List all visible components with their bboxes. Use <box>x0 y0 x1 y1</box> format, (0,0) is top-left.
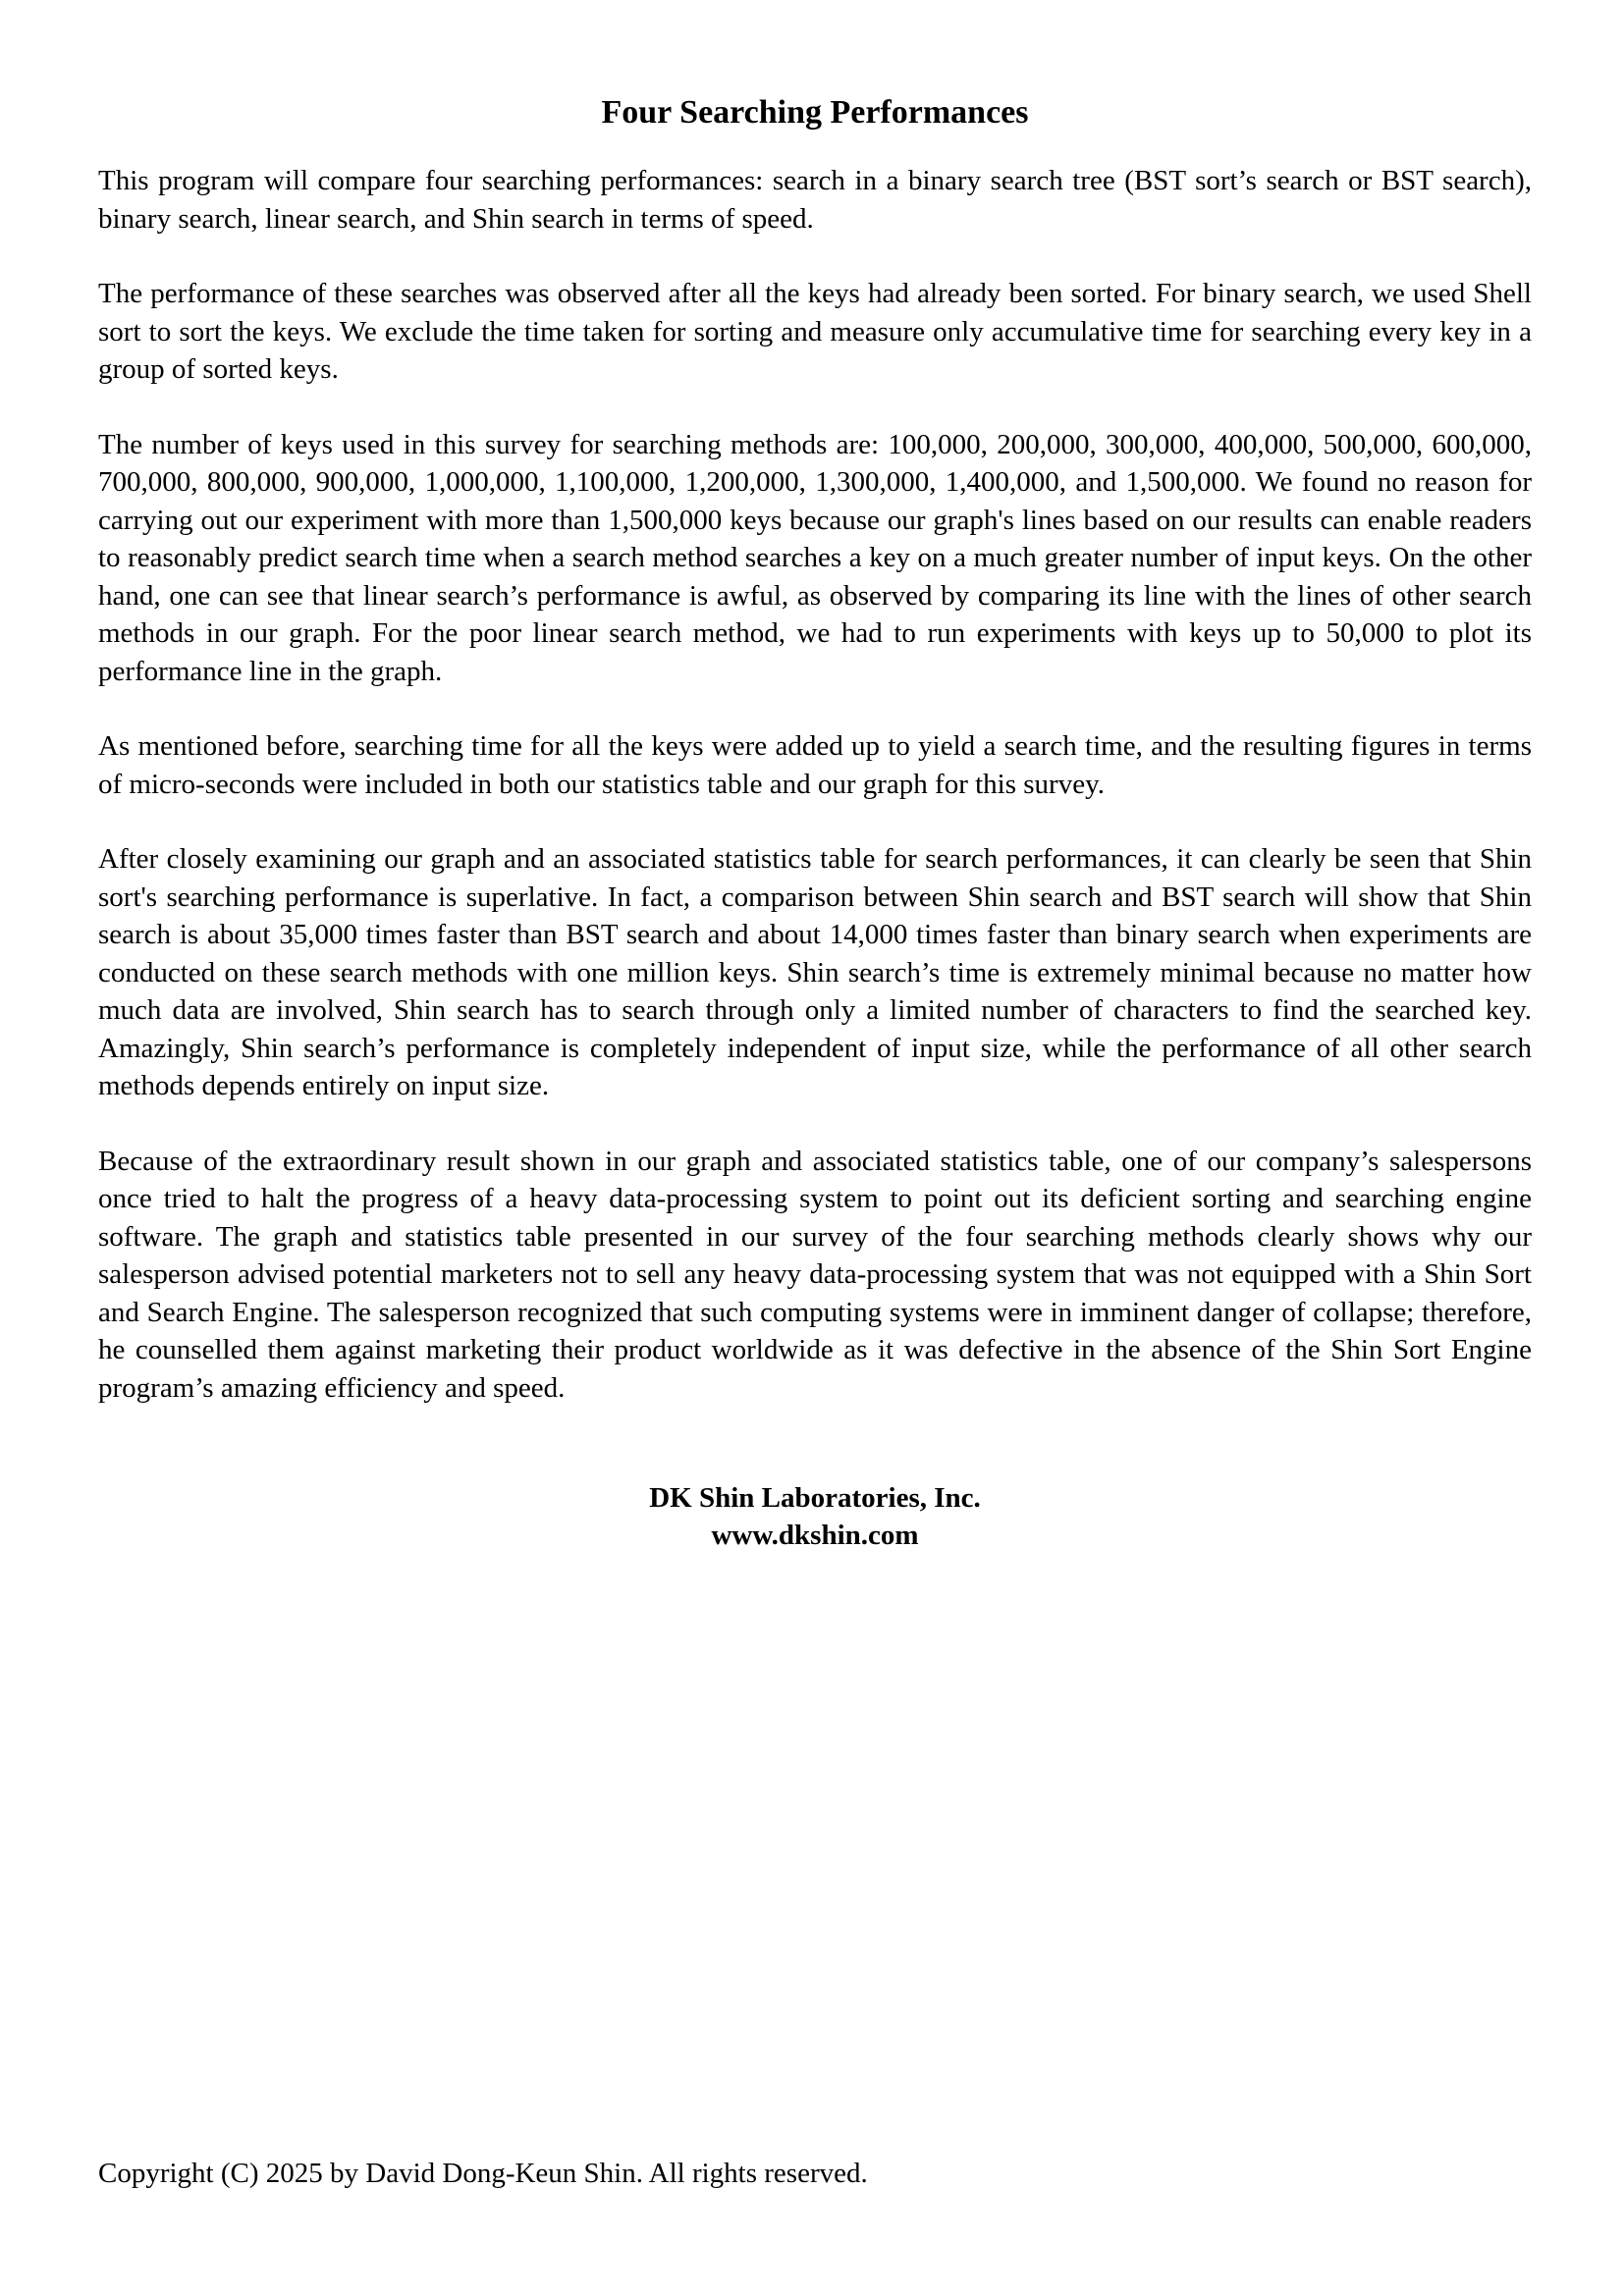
copyright-notice: Copyright (C) 2025 by David Dong-Keun Shin. All rights reserved. <box>98 2158 868 2189</box>
company-name: DK Shin Laboratories, Inc. <box>649 1482 981 1514</box>
paragraph-timing: As mentioned before, searching time for all the keys were added up to yield a search time, and the resulting figures in terms of micro-seconds were included in both our statistics table and our graph for this survey. <box>98 730 1532 800</box>
paragraph-results: After closely examining our graph and an associated statistics table for search performances, it can clearly be seen that Shin sort's searching performance is superlative. In fact, a comparison between Shin search and BST search will show that Shin search is about 35,000 times faster than BST search and about 14,000 times faster than binary search when experiments are conducted on these search methods with one million keys. Shin search’s time is extremely minimal because no matter how much data are involved, Shin search has to search through only a limited number of characters to find the searched key. Amazingly, Shin search’s performance is completely independent of input size, while the performance of all other search methods depends entirely on input size. <box>98 843 1532 1101</box>
page-title: Four Searching Performances <box>601 94 1029 131</box>
company-signature <box>98 1479 1532 1554</box>
company-website: www.dkshin.com <box>711 1520 919 1551</box>
paragraph-salesperson: Because of the extraordinary result shown in our graph and associated statistics table, one of our company’s salespersons once tried to halt the progress of a heavy data-processing system to point out its deficient sorting and searching engine software. The graph and statistics table presented in our survey of the four searching methods clearly shows why our salesperson advised potential marketers not to sell any heavy data-processing system that was not equipped with a Shin Sort and Search Engine. The salesperson recognized that such computing systems were in imminent danger of collapse; therefore, he counselled them against marketing their product worldwide as it was defective in the absence of the Shin Sort Engine program’s amazing efficiency and speed. <box>98 1145 1532 1404</box>
paragraph-key-counts: The number of keys used in this survey for searching methods are: 100,000, 200,000, 300,000, 400,000, 500,000, 600,000, 700,000, 800,000, 900,000, 1,000,000, 1,100,000, 1,200,000, 1,300,000, 1,400,000, and 1,500,000. We found no reason for carrying out our experiment with more than 1,500,000 keys because our graph's lines based on our results can enable readers to reasonably predict search time when a search method searches a key on a much greater number of input keys. On the other hand, one can see that linear search’s performance is awful, as observed by comparing its line with the lines of other search methods in our graph. For the poor linear search method, we had to run experiments with keys up to 50,000 to plot its performance line in the graph. <box>98 428 1532 687</box>
paragraph-sorting: The performance of these searches was observed after all the keys had already been sorted. For binary search, we used Shell sort to sort the keys. We exclude the time taken for sorting and measure only accumulative time for searching every key in a group of sorted keys. <box>98 278 1532 385</box>
paragraph-intro: This program will compare four searching performances: search in a binary search tree (BST sort’s search or BST search), binary search, linear search, and Shin search in terms of speed. <box>98 165 1532 235</box>
document-page <box>98 93 1532 1554</box>
